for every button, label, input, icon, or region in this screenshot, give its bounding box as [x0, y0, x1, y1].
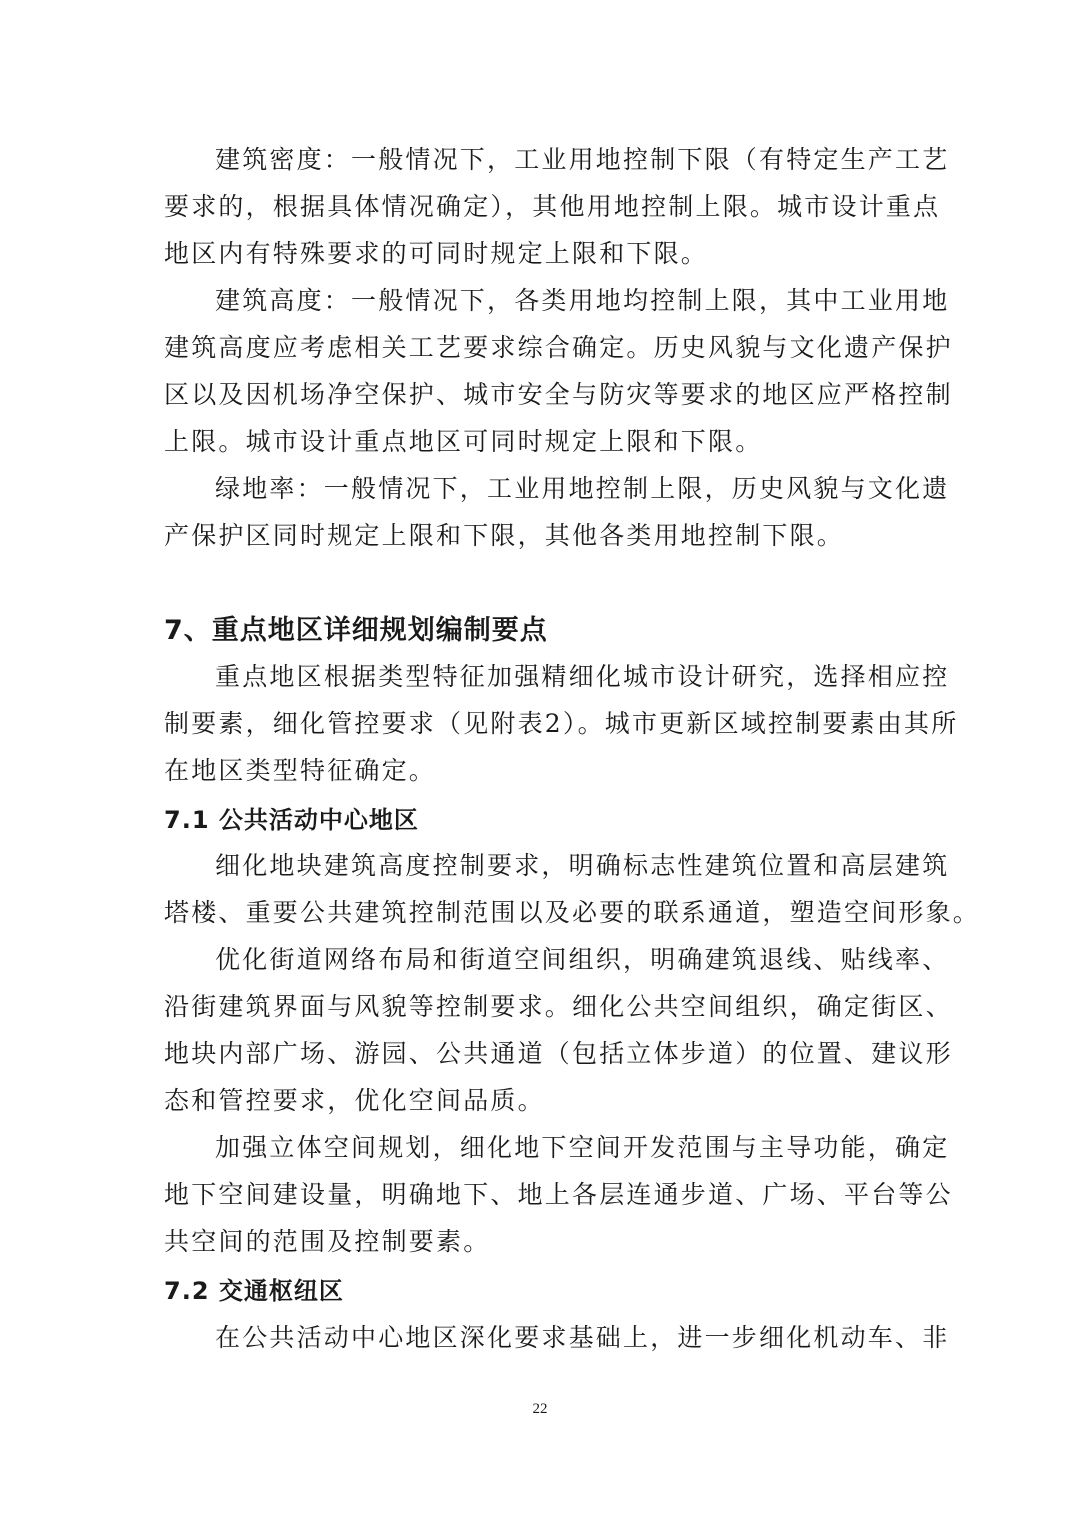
paragraph-line: 建筑高度应考虑相关工艺要求综合确定。历史风貌与文化遗产保护	[164, 333, 953, 362]
paragraph-line: 地下空间建设量，明确地下、地上各层连通步道、广场、平台等公	[164, 1180, 953, 1209]
section-heading: 7、重点地区详细规划编制要点	[164, 615, 548, 646]
page-number: 22	[532, 1401, 548, 1417]
paragraph-line: 区以及因机场净空保护、城市安全与防灾等要求的地区应严格控制	[164, 380, 953, 409]
subsection-heading: 7.2 交通枢纽区	[164, 1277, 344, 1305]
paragraph-line: 要求的，根据具体情况确定），其他用地控制上限。城市设计重点	[164, 192, 941, 221]
paragraph-line: 沿街建筑界面与风貌等控制要求。细化公共空间组织，确定街区、	[164, 992, 953, 1021]
paragraph-line: 共空间的范围及控制要素。	[164, 1227, 491, 1256]
paragraph-line: 在公共活动中心地区深化要求基础上，进一步细化机动车、非	[215, 1323, 950, 1352]
paragraph-line: 绿地率：一般情况下，工业用地控制上限，历史风貌与文化遗	[215, 474, 950, 503]
paragraph-line: 细化地块建筑高度控制要求，明确标志性建筑位置和高层建筑	[215, 851, 950, 880]
paragraph-line: 产保护区同时规定上限和下限，其他各类用地控制下限。	[164, 521, 845, 550]
paragraph-line: 地区内有特殊要求的可同时规定上限和下限。	[164, 239, 709, 268]
paragraph-line: 态和管控要求，优化空间品质。	[164, 1086, 545, 1115]
paragraph-line: 优化街道网络布局和街道空间组织，明确建筑退线、贴线率、	[215, 945, 950, 974]
paragraph-line: 塔楼、重要公共建筑控制范围以及必要的联系通道，塑造空间形象。	[164, 898, 981, 927]
subsection-heading: 7.1 公共活动中心地区	[164, 806, 419, 834]
paragraph-line: 建筑高度：一般情况下，各类用地均控制上限，其中工业用地	[215, 286, 950, 315]
paragraph-line: 建筑密度：一般情况下，工业用地控制下限（有特定生产工艺	[215, 145, 950, 174]
paragraph-line: 上限。城市设计重点地区可同时规定上限和下限。	[164, 427, 763, 456]
paragraph-line: 重点地区根据类型特征加强精细化城市设计研究，选择相应控	[215, 662, 950, 691]
paragraph-line: 在地区类型特征确定。	[164, 756, 437, 785]
paragraph-line: 制要素，细化管控要求（见附表2）。城市更新区域控制要素由其所	[164, 709, 959, 738]
paragraph-line: 加强立体空间规划，细化地下空间开发范围与主导功能，确定	[215, 1133, 950, 1162]
paragraph-line: 地块内部广场、游园、公共通道（包括立体步道）的位置、建议形	[164, 1039, 953, 1068]
